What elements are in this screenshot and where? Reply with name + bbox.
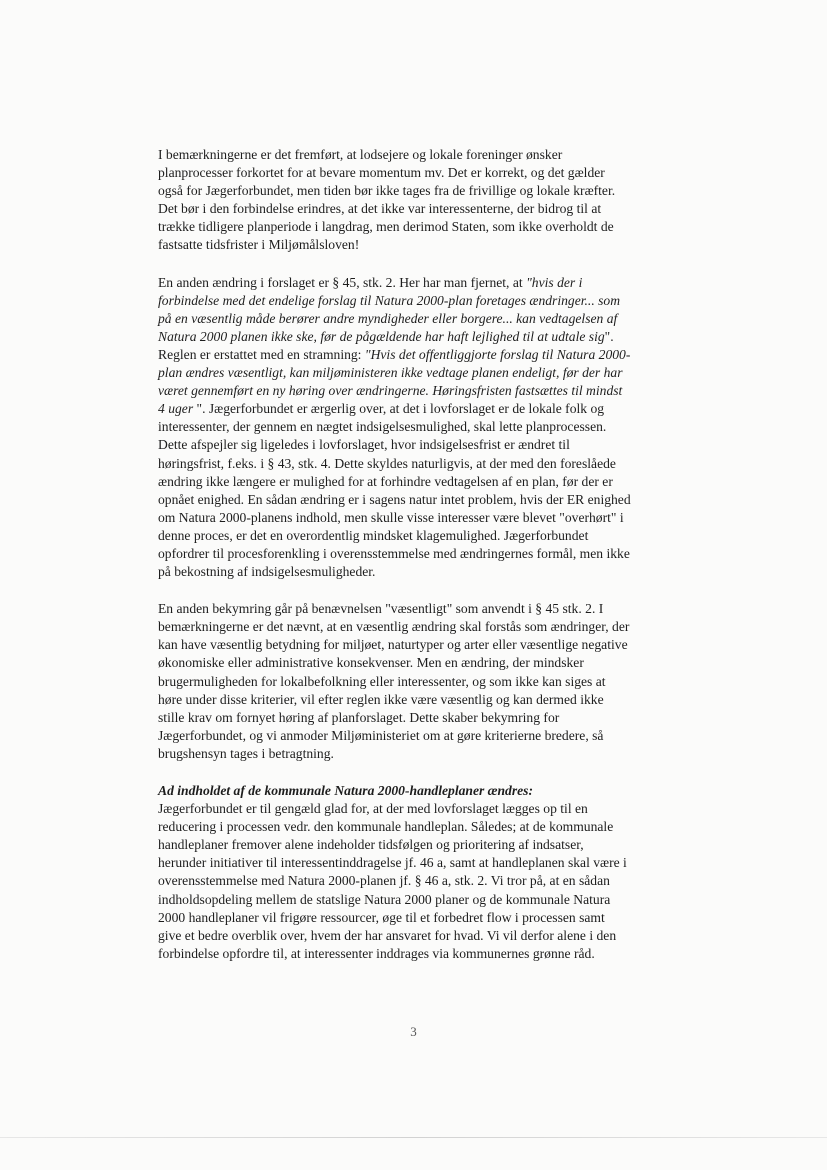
- text-line: [158, 400, 698, 418]
- text-line: forbindelse opfordre til, at interessenter inddrages via kommunernes grønne råd.: [158, 945, 595, 961]
- text-line: bemærkningerne er det nævnt, at en væsentlig ændring skal forstås som ændringer, der: [158, 619, 630, 635]
- text-line: [158, 292, 698, 310]
- text-line: opnået enighed. En sådan ændring er i sagens natur intet problem, hvis der ER enighed: [158, 491, 631, 507]
- text-line: [158, 310, 698, 328]
- text-line: I bemærkningerne er det fremført, at lodsejere og lokale foreninger ønsker: [158, 147, 563, 162]
- text-line: handleplaner fremover alene indeholder tidsfølgen og prioritering af indsatser,: [158, 837, 584, 853]
- document-body: [158, 146, 698, 963]
- text-segment: En anden ændring i forslaget er § 45, stk. 2. Her har man fjernet, at: [158, 274, 527, 290]
- quote-segment: på en væsentlig måde berører andre myndigheder eller borgere... kan vedtagelsen af: [158, 310, 618, 326]
- text-line: indholdsopdeling mellem de statslige Natura 2000 planer og de kommunale Natura: [158, 891, 611, 907]
- text-line: på bekostning af indsigelsesmuligheder.: [158, 564, 376, 580]
- text-segment: ". Jægerforbundet er ærgerlig over, at det i lovforslaget er de lokale folk og: [193, 401, 605, 417]
- text-line: 2000 handleplaner vil frigøre ressourcer, øge til et forbedret flow i processen samt: [158, 909, 605, 925]
- text-line: En anden bekymring går på benævnelsen "væsentligt" som anvendt i § 45 stk. 2. I: [158, 601, 604, 617]
- paragraph-significant-concern: [158, 600, 698, 763]
- text-line: ændring ikke længere er mulighed for at forhindre vedtagelsen af en plan, før der er: [158, 473, 613, 489]
- text-line: [158, 328, 698, 346]
- paragraph-action-plans: [158, 782, 698, 963]
- text-line: Jægerforbundet er til gengæld glad for, at der med lovforslaget lægges op til en: [158, 801, 588, 817]
- scan-edge-divider: [0, 1137, 827, 1138]
- text-line: herunder initiativer til interessentinddragelse jf. 46 a, samt at handleplanen skal være i: [158, 855, 627, 871]
- quote-segment: "hvis der i: [526, 274, 583, 290]
- text-line: reducering i processen vedr. den kommunale handleplan. Således; at de kommunale: [158, 819, 614, 835]
- paragraph-section-45: [158, 274, 698, 582]
- quote-segment: Natura 2000 planen ikke ske, før de pågældende har haft lejlighed til at udtale sig: [158, 328, 605, 344]
- text-line: planprocesser forkortet for at bevare momentum mv. Det er korrekt, og det gælder: [158, 165, 605, 181]
- text-line: brugshensyn tages i betragtning.: [158, 745, 334, 761]
- text-line: brugermuligheden for lokalbefolkning eller interessenter, og som ikke kan siges at: [158, 673, 606, 689]
- text-line: Jægerforbundet, og vi anmoder Miljøministeriet om at gøre kriterierne bredere, så: [158, 727, 604, 743]
- text-line: økonomiske eller administrative konsekvenser. Men en ændring, der mindsker: [158, 655, 584, 671]
- text-line: [158, 274, 698, 292]
- text-line: Det bør i den forbindelse erindres, at det ikke var interessenterne, der bidrog til at: [158, 201, 602, 217]
- text-line: [158, 346, 698, 364]
- text-line: om Natura 2000-planens indhold, men skulle visse interesser være blevet "overhørt" i: [158, 509, 624, 525]
- quote-segment: 4 uger: [158, 401, 194, 417]
- quote-segment: forbindelse med det endelige forslag til Natura 2000-plan foretages ændringer... som: [158, 292, 621, 308]
- section-heading: Ad indholdet af de kommunale Natura 2000-handleplaner ændres:: [158, 783, 533, 798]
- quote-segment: "Hvis det offentliggjorte forslag til Natura 2000-: [364, 346, 631, 362]
- text-line: fastsatte tidsfrister i Miljømålsloven!: [158, 237, 360, 253]
- page-number: 3: [410, 1024, 417, 1039]
- text-line: Dette afspejler sig ligeledes i lovforslaget, hvor indsigelsesfrist er ændret til: [158, 437, 570, 453]
- text-line: kan have væsentlig betydning for miljøet, naturtyper og arter eller væsentlige negative: [158, 637, 628, 653]
- text-line: opfordrer til procesforenkling i overensstemmelse med ændringernes formål, men ikke: [158, 545, 630, 561]
- paragraph-timelines: [158, 146, 698, 255]
- text-line: interessenter, der gennem en nægtet indsigelsesmulighed, skal lette planprocessen.: [158, 419, 607, 435]
- text-line: stille krav om fornyet høring af planforslaget. Dette skaber bekymring for: [158, 709, 560, 725]
- text-line: [158, 382, 698, 400]
- text-line: høringsfrist, f.eks. i § 43, stk. 4. Dette skyldes naturligvis, at der med den foreslåede: [158, 455, 616, 471]
- text-segment: Reglen er erstattet med en stramning:: [158, 346, 365, 362]
- text-line: trække tidligere planperiode i langdrag, men derimod Staten, som ikke overholdt de: [158, 219, 614, 235]
- text-line: overensstemmelse med Natura 2000-planen jf. § 46 a, stk. 2. Vi tror på, at en sådan: [158, 873, 610, 889]
- text-line: høre under disse kriterier, vil efter reglen ikke være væsentlig og kan dermed ikke: [158, 691, 604, 707]
- text-line: denne proces, er det en overordentlig mindsket klagemulighed. Jægerforbundet: [158, 527, 589, 543]
- text-line: [158, 364, 698, 382]
- quote-segment: plan ændres væsentligt, kan miljøministeren ikke vedtage planen endeligt, før der har: [158, 365, 623, 381]
- text-line: også for Jægerforbundet, men tiden bør ikke tages fra de frivillige og lokale kræfter.: [158, 183, 616, 199]
- quote-segment: været gennemført en ny høring over ændringerne. Høringsfristen fastsættes til mindst: [158, 383, 623, 399]
- text-line: give et bedre overblik over, hvem der har ansvaret for hvad. Vi vil derfor alene i den: [158, 927, 617, 943]
- text-segment: ".: [604, 328, 614, 344]
